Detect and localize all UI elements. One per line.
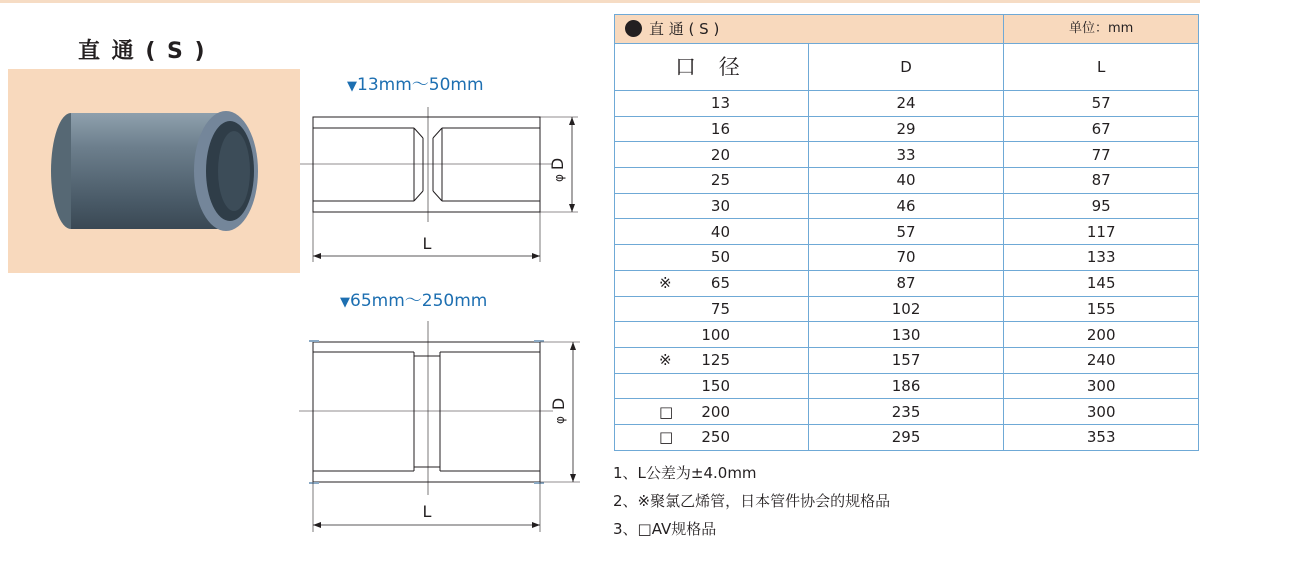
cell-diameter bbox=[615, 347, 809, 373]
cell-size: 40 bbox=[710, 222, 730, 241]
cell-diameter bbox=[615, 424, 809, 450]
cell-diameter bbox=[615, 399, 809, 425]
cell-d: 87 bbox=[808, 270, 1004, 296]
cell-size: 75 bbox=[710, 299, 730, 318]
table-unit: 单位：mm bbox=[1004, 15, 1199, 44]
cell-mark: ※ bbox=[659, 351, 672, 370]
cell-size: 150 bbox=[701, 376, 730, 395]
dim-d-label: D bbox=[548, 157, 567, 171]
cell-size: 25 bbox=[710, 171, 730, 190]
cell-l: 155 bbox=[1004, 296, 1199, 322]
table-row bbox=[615, 116, 1199, 142]
cell-d: 186 bbox=[808, 373, 1004, 399]
cell-l: 87 bbox=[1004, 168, 1199, 194]
dim-phi-label: φ bbox=[553, 416, 567, 424]
table-header-row bbox=[615, 44, 1199, 91]
table-row bbox=[615, 399, 1199, 425]
cell-l: 200 bbox=[1004, 322, 1199, 348]
table-row bbox=[615, 245, 1199, 271]
bullet-icon bbox=[625, 20, 642, 37]
cell-size: 250 bbox=[701, 428, 730, 447]
cell-l: 77 bbox=[1004, 142, 1199, 168]
cell-d: 130 bbox=[808, 322, 1004, 348]
cell-d: 295 bbox=[808, 424, 1004, 450]
dim-l-label: L bbox=[422, 234, 432, 253]
cell-diameter bbox=[615, 193, 809, 219]
header-l: L bbox=[1004, 44, 1199, 91]
cell-diameter bbox=[615, 296, 809, 322]
cell-l: 353 bbox=[1004, 424, 1199, 450]
table-row bbox=[615, 373, 1199, 399]
cell-d: 40 bbox=[808, 168, 1004, 194]
note-item: 2、※聚氯乙烯管，日本管件协会的规格品 bbox=[613, 492, 891, 510]
cell-d: 46 bbox=[808, 193, 1004, 219]
cell-size: 30 bbox=[710, 197, 730, 216]
cell-size: 50 bbox=[710, 248, 730, 267]
cell-d: 157 bbox=[808, 347, 1004, 373]
spec-table bbox=[614, 14, 1199, 451]
cell-diameter bbox=[615, 245, 809, 271]
table-row bbox=[615, 168, 1199, 194]
table-title: 直 通 ( S ) bbox=[649, 20, 720, 38]
technical-drawings bbox=[0, 0, 600, 561]
table-title-row bbox=[615, 15, 1199, 44]
cell-l: 145 bbox=[1004, 270, 1199, 296]
cell-l: 67 bbox=[1004, 116, 1199, 142]
notes bbox=[613, 459, 890, 543]
table-row bbox=[615, 296, 1199, 322]
cell-size: 200 bbox=[701, 402, 730, 421]
drawing-small bbox=[300, 107, 578, 262]
cell-l: 133 bbox=[1004, 245, 1199, 271]
header-diameter: 口 径 bbox=[615, 44, 809, 91]
cell-l: 240 bbox=[1004, 347, 1199, 373]
cell-mark: □ bbox=[659, 402, 674, 421]
page-title: 直 通 ( S ) bbox=[78, 39, 207, 64]
triangle-marker-icon: ▼ bbox=[347, 79, 357, 94]
table-row bbox=[615, 322, 1199, 348]
cell-mark: □ bbox=[659, 428, 674, 447]
cell-diameter bbox=[615, 373, 809, 399]
cell-size: 65 bbox=[710, 274, 730, 293]
table-title-cell bbox=[615, 15, 1004, 44]
caption-large-label: 65mm～250mm bbox=[350, 291, 488, 311]
table-row bbox=[615, 347, 1199, 373]
note-item: 1、L公差为±4.0mm bbox=[613, 464, 757, 482]
table-row bbox=[615, 91, 1199, 117]
triangle-marker-icon: ▼ bbox=[340, 295, 350, 310]
cell-l: 95 bbox=[1004, 193, 1199, 219]
cell-mark: ※ bbox=[659, 274, 672, 293]
cell-diameter bbox=[615, 322, 809, 348]
cell-diameter bbox=[615, 270, 809, 296]
cell-size: 16 bbox=[710, 120, 730, 139]
cell-d: 57 bbox=[808, 219, 1004, 245]
cell-diameter bbox=[615, 168, 809, 194]
drawing-large bbox=[299, 321, 580, 532]
cell-d: 102 bbox=[808, 296, 1004, 322]
table-row bbox=[615, 424, 1199, 450]
dim-d-label: D bbox=[549, 397, 568, 411]
cell-l: 300 bbox=[1004, 399, 1199, 425]
note-item: 3、□AV规格品 bbox=[613, 520, 717, 538]
cell-size: 20 bbox=[710, 145, 730, 164]
cell-d: 70 bbox=[808, 245, 1004, 271]
cell-d: 24 bbox=[808, 91, 1004, 117]
dim-l-label: L bbox=[422, 502, 432, 521]
header-d: D bbox=[808, 44, 1004, 91]
table-row bbox=[615, 193, 1199, 219]
table-row bbox=[615, 142, 1199, 168]
caption-small-label: 13mm～50mm bbox=[357, 75, 484, 95]
dim-phi-label: φ bbox=[552, 174, 566, 182]
cell-d: 235 bbox=[808, 399, 1004, 425]
cell-diameter bbox=[615, 142, 809, 168]
cell-l: 117 bbox=[1004, 219, 1199, 245]
cell-diameter bbox=[615, 91, 809, 117]
table-row bbox=[615, 270, 1199, 296]
cell-size: 13 bbox=[710, 94, 730, 113]
cell-size: 100 bbox=[701, 325, 730, 344]
cell-l: 300 bbox=[1004, 373, 1199, 399]
cell-l: 57 bbox=[1004, 91, 1199, 117]
cell-d: 29 bbox=[808, 116, 1004, 142]
cell-diameter bbox=[615, 219, 809, 245]
cell-diameter bbox=[615, 116, 809, 142]
table-row bbox=[615, 219, 1199, 245]
cell-d: 33 bbox=[808, 142, 1004, 168]
spec-table-body bbox=[615, 15, 1199, 451]
cell-size: 125 bbox=[701, 351, 730, 370]
